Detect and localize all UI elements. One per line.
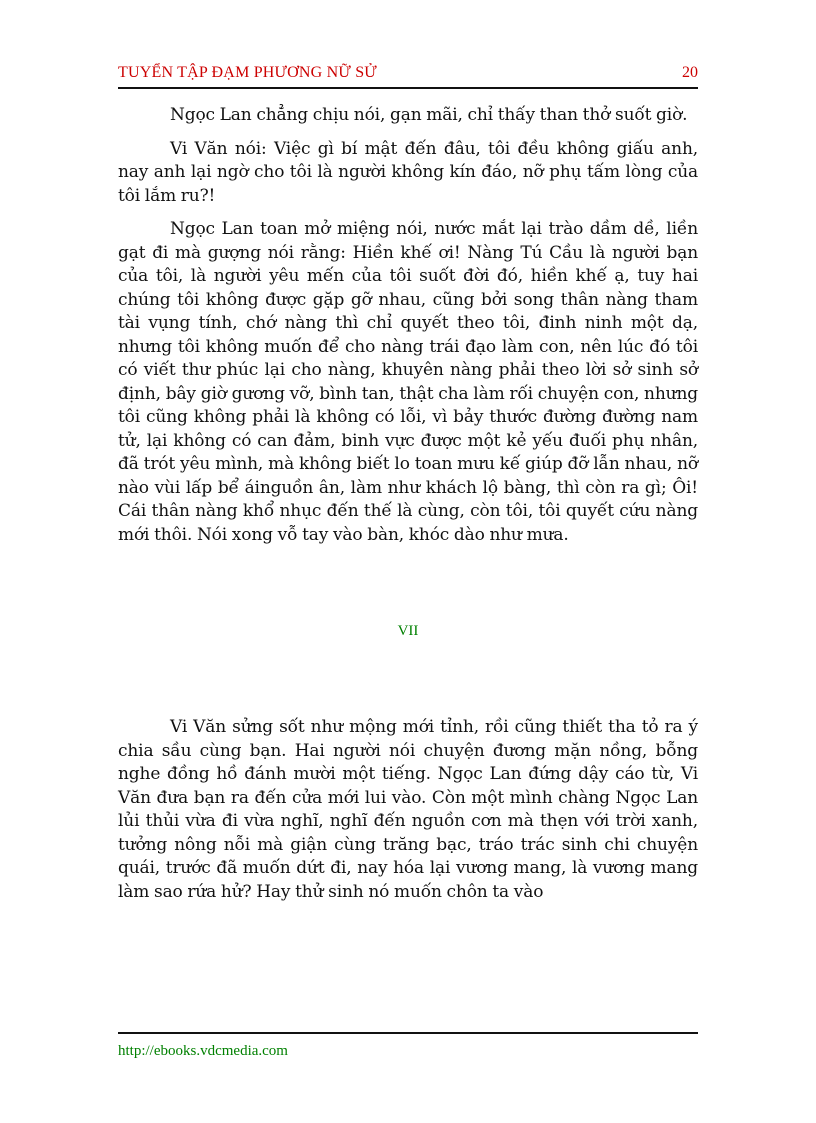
page-body (118, 104, 698, 904)
paragraph: Ngọc Lan toan mở miệng nói, nước mắt lại trào dầm dề, liền gạt đi mà gượng nói rằng: Hiền khế ơi! Nàng Tú Cầu là người bạn của tôi, là người yêu mến của tôi suốt đời đó, hiền khế ạ, tuy hai chúng tôi không được gặp gỡ nhau, cũng bởi song thân nàng tham tài vụng tính, chớ nàng thì chỉ quyết theo tôi, đinh ninh một dạ, nhưng tôi không muốn để cho nàng trái đạo làm con, nên lúc đó tôi có viết thư phúc lại cho nàng, khuyên nàng phải theo lời sở sinh sở định, bây giờ gương vỡ, bình tan, thật cha làm rối chuyện con, nhưng tôi cũng không phải là không có lỗi, vì bảy thước đường đường nam tử, lại không có can đảm, binh vực được một kẻ yếu đuối phụ nhân, đã trót yêu mình, mà không biết lo toan mưu kế giúp đỡ lẫn nhau, nỡ nào vùi lấp bể áinguồn ân, làm như khách lộ bàng, thì còn ra gì; Ôi! Cái thân nàng khổ nhục đến thế là cùng, còn tôi, tôi quyết cứu nàng mới thôi. Nói xong vỗ tay vào bàn, khóc dào như mưa. (118, 219, 698, 545)
paragraph: Vi Văn sửng sốt như mộng mới tỉnh, rồi cũng thiết tha tỏ ra ý chia sầu cùng bạn. Hai người nói chuyện đương mặn nồng, bỗng nghe đồng hồ đánh mười một tiếng. Ngọc Lan đứng dậy cáo từ, Vi Văn đưa bạn ra đến cửa mới lui vào. Còn một mình chàng Ngọc Lan lủi thủi vừa đi vừa nghĩ, nghĩ đến nguồn cơn mà thẹn với trời xanh, tưởng nông nỗi mà giận cùng trăng bạc, tráo trác sinh chi chuyện quái, trước đã muốn dứt đi, nay hóa lại vương mang, là vương mang làm sao rứa hử? Hay thử sinh nó muốn chôn ta vào (118, 717, 698, 902)
book-title: TUYỂN TẬP ĐẠM PHƯƠNG NỮ SỬ (118, 64, 377, 81)
paragraph: Ngọc Lan chẳng chịu nói, gạn mãi, chỉ thấy than thở suốt giờ. (170, 105, 688, 125)
page-footer (118, 1032, 698, 1060)
header-divider (118, 87, 698, 89)
paragraph: Vi Văn nói: Việc gì bí mật đến đâu, tôi đều không giấu anh, nay anh lại ngờ cho tôi là người không kín đáo, nỡ phụ tấm lòng của tôi lắm ru?! (118, 138, 698, 206)
footer-link[interactable]: http://ebooks.vdcmedia.com (118, 1043, 288, 1059)
footer-divider (118, 1032, 698, 1034)
chapter-heading: VII (397, 623, 419, 639)
page-header (118, 60, 698, 88)
page-number: 20 (682, 64, 698, 81)
